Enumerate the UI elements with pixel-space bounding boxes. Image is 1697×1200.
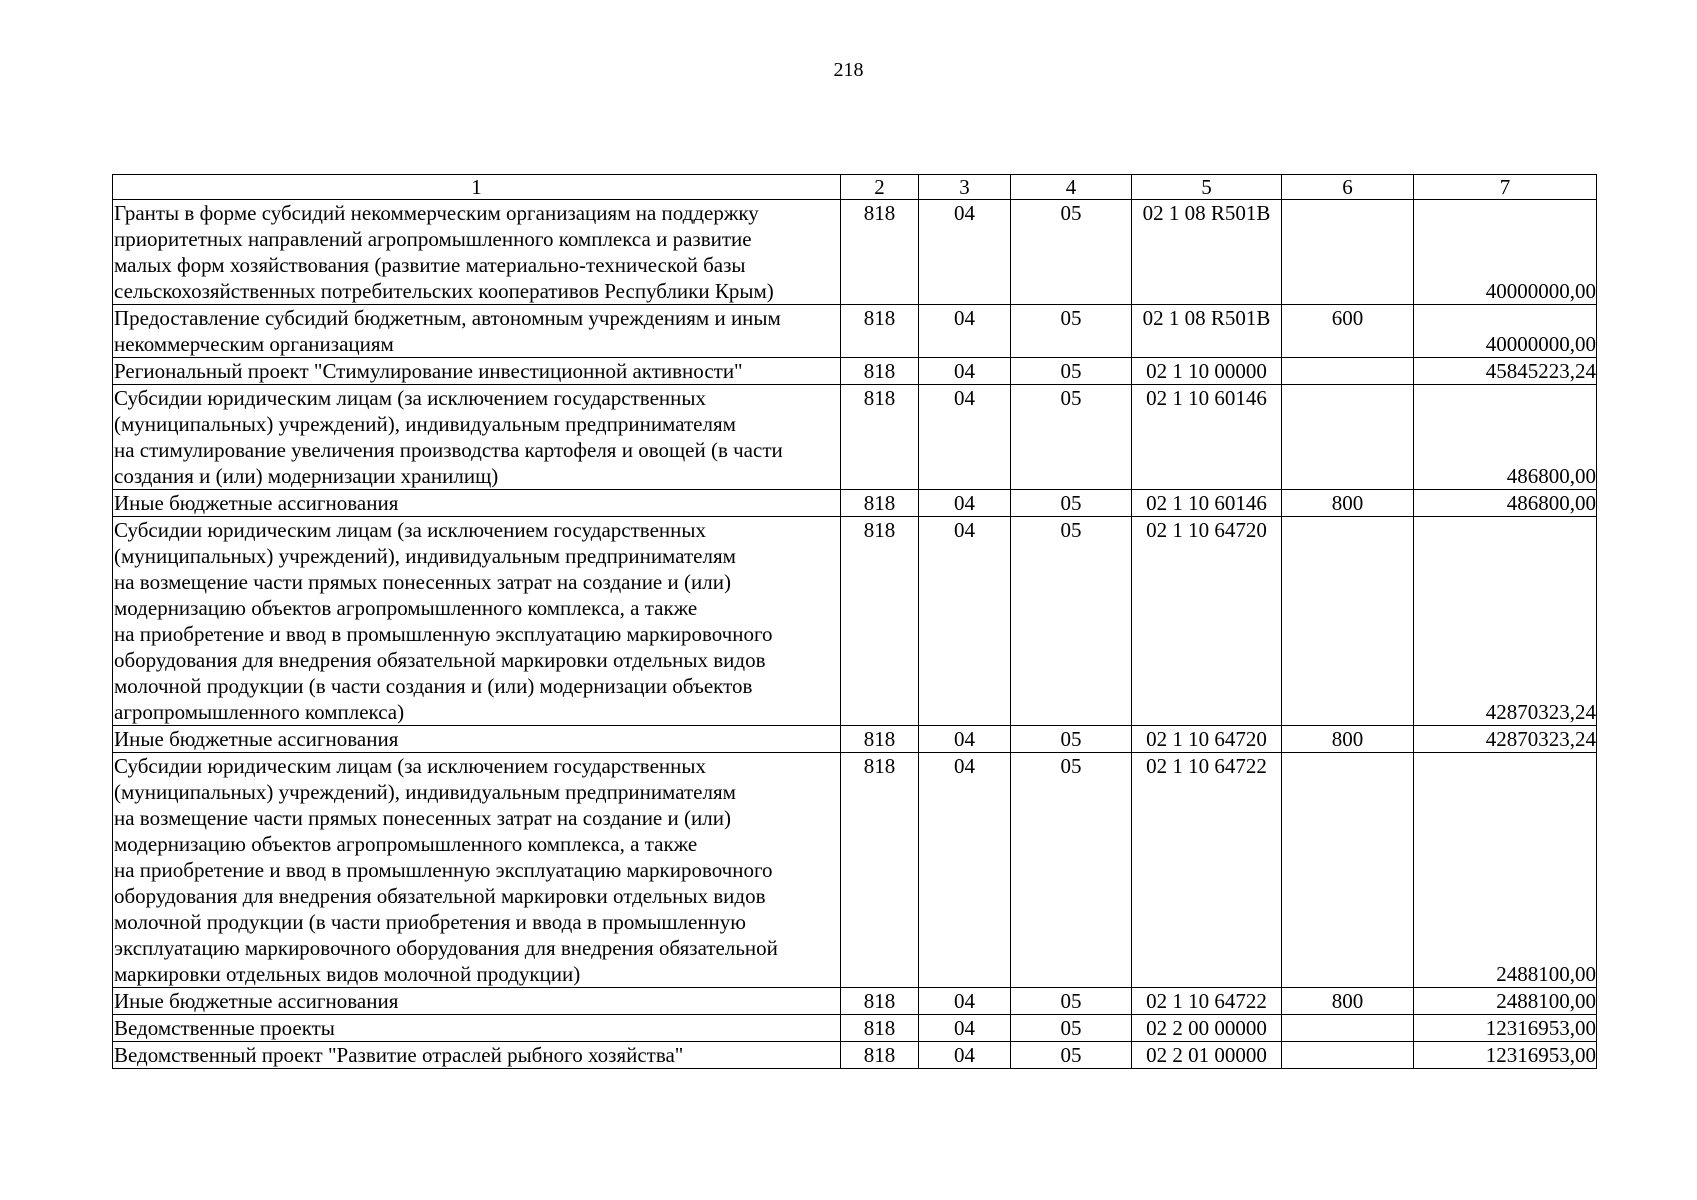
column-header: 3 [919,175,1011,200]
column-header: 4 [1011,175,1132,200]
row-code-4-cell: 05 [1011,358,1132,385]
row-amount-cell: 45845223,24 [1414,358,1597,385]
row-name-cell: Предоставление субсидий бюджетным, автономным учреждениям и иным некоммерческим организациям [113,305,841,358]
row-code-5-cell: 02 1 10 64720 [1132,726,1282,753]
row-code-4-cell: 05 [1011,200,1132,305]
row-code-5-cell: 02 1 10 64722 [1132,753,1282,988]
row-name-cell: Иные бюджетные ассигнования [113,988,841,1015]
row-code-6-cell [1282,385,1414,490]
row-code-3-cell: 04 [919,305,1011,358]
column-header: 1 [113,175,841,200]
row-code-2-cell: 818 [841,753,919,988]
row-name-cell: Ведомственные проекты [113,1015,841,1042]
row-amount-cell: 486800,00 [1414,385,1597,490]
row-code-6-cell [1282,1042,1414,1069]
row-name-cell: Субсидии юридическим лицам (за исключением государственных (муниципальных) учреждений), индивидуальным предпринимателям на возмещение части прямых понесенных затрат на создание и (или) модернизацию объектов агропромышленного комплекса, а также на приобретение и ввод в промышленную эксплуатацию маркировочного оборудования для внедрения обязательной маркировки отдельных видов молочной продукции (в части создания и (или) модернизации объектов агропромышленного комплекса) [113,517,841,726]
row-code-4-cell: 05 [1011,517,1132,726]
row-amount-cell: 486800,00 [1414,490,1597,517]
row-code-5-cell: 02 1 10 64720 [1132,517,1282,726]
row-code-6-cell [1282,517,1414,726]
row-code-3-cell: 04 [919,490,1011,517]
row-code-6-cell: 600 [1282,305,1414,358]
row-code-5-cell: 02 1 10 60146 [1132,490,1282,517]
row-code-6-cell [1282,200,1414,305]
row-amount-cell: 2488100,00 [1414,988,1597,1015]
row-code-3-cell: 04 [919,385,1011,490]
row-name-cell: Ведомственный проект "Развитие отраслей рыбного хозяйства" [113,1042,841,1069]
column-header: 2 [841,175,919,200]
table-row [113,305,1597,358]
row-code-3-cell: 04 [919,517,1011,726]
row-code-2-cell: 818 [841,200,919,305]
row-code-5-cell: 02 1 10 60146 [1132,385,1282,490]
row-name-cell: Региональный проект "Стимулирование инвестиционной активности" [113,358,841,385]
table-row [113,726,1597,753]
row-code-2-cell: 818 [841,726,919,753]
table-row [113,1015,1597,1042]
row-amount-cell: 42870323,24 [1414,517,1597,726]
row-code-4-cell: 05 [1011,753,1132,988]
row-code-5-cell: 02 2 00 00000 [1132,1015,1282,1042]
table-row [113,200,1597,305]
column-header: 5 [1132,175,1282,200]
row-code-4-cell: 05 [1011,1042,1132,1069]
table-row [113,517,1597,726]
row-code-3-cell: 04 [919,1015,1011,1042]
row-code-4-cell: 05 [1011,988,1132,1015]
row-code-6-cell: 800 [1282,726,1414,753]
budget-table [112,174,1597,1069]
row-code-2-cell: 818 [841,490,919,517]
page-number: 218 [833,59,864,81]
row-name-cell: Иные бюджетные ассигнования [113,490,841,517]
row-code-5-cell: 02 1 10 00000 [1132,358,1282,385]
row-code-2-cell: 818 [841,517,919,726]
row-code-2-cell: 818 [841,305,919,358]
row-code-4-cell: 05 [1011,490,1132,517]
row-amount-cell: 12316953,00 [1414,1015,1597,1042]
row-name-cell: Гранты в форме субсидий некоммерческим организациям на поддержку приоритетных направлений агропромышленного комплекса и развитие малых форм хозяйствования (развитие материально-технической базы сельскохозяйственных потребительских кооперативов Республики Крым) [113,200,841,305]
table-row [113,1042,1597,1069]
column-header: 6 [1282,175,1414,200]
row-amount-cell: 40000000,00 [1414,305,1597,358]
row-code-4-cell: 05 [1011,385,1132,490]
row-name-cell: Субсидии юридическим лицам (за исключением государственных (муниципальных) учреждений), индивидуальным предпринимателям на стимулирование увеличения производства картофеля и овощей (в части создания и (или) модернизации хранилищ) [113,385,841,490]
table-row [113,385,1597,490]
row-amount-cell: 40000000,00 [1414,200,1597,305]
row-code-3-cell: 04 [919,988,1011,1015]
row-amount-cell: 42870323,24 [1414,726,1597,753]
table-row [113,490,1597,517]
row-code-4-cell: 05 [1011,726,1132,753]
row-amount-cell: 2488100,00 [1414,753,1597,988]
row-code-2-cell: 818 [841,1042,919,1069]
table-header [113,175,1597,200]
row-code-4-cell: 05 [1011,1015,1132,1042]
row-code-5-cell: 02 1 08 R501В [1132,305,1282,358]
table-body [113,200,1597,1069]
row-code-3-cell: 04 [919,1042,1011,1069]
row-code-2-cell: 818 [841,358,919,385]
row-code-3-cell: 04 [919,726,1011,753]
row-code-2-cell: 818 [841,988,919,1015]
table-row [113,988,1597,1015]
row-code-5-cell: 02 1 10 64722 [1132,988,1282,1015]
row-code-6-cell [1282,1015,1414,1042]
row-code-2-cell: 818 [841,1015,919,1042]
row-amount-cell: 12316953,00 [1414,1042,1597,1069]
row-code-6-cell: 800 [1282,988,1414,1015]
row-code-3-cell: 04 [919,200,1011,305]
row-name-cell: Субсидии юридическим лицам (за исключением государственных (муниципальных) учреждений), индивидуальным предпринимателям на возмещение части прямых понесенных затрат на создание и (или) модернизацию объектов агропромышленного комплекса, а также на приобретение и ввод в промышленную эксплуатацию маркировочного оборудования для внедрения обязательной маркировки отдельных видов молочной продукции (в части приобретения и ввода в промышленную эксплуатацию маркировочного оборудования для внедрения обязательной маркировки отдельных видов молочной продукции) [113,753,841,988]
row-code-4-cell: 05 [1011,305,1132,358]
column-header: 7 [1414,175,1597,200]
header-row [113,175,1597,200]
row-code-3-cell: 04 [919,753,1011,988]
row-code-3-cell: 04 [919,358,1011,385]
row-code-6-cell [1282,753,1414,988]
table-row [113,753,1597,988]
row-name-cell: Иные бюджетные ассигнования [113,726,841,753]
row-code-6-cell [1282,358,1414,385]
row-code-6-cell: 800 [1282,490,1414,517]
table-row [113,358,1597,385]
row-code-5-cell: 02 2 01 00000 [1132,1042,1282,1069]
row-code-2-cell: 818 [841,385,919,490]
row-code-5-cell: 02 1 08 R501В [1132,200,1282,305]
